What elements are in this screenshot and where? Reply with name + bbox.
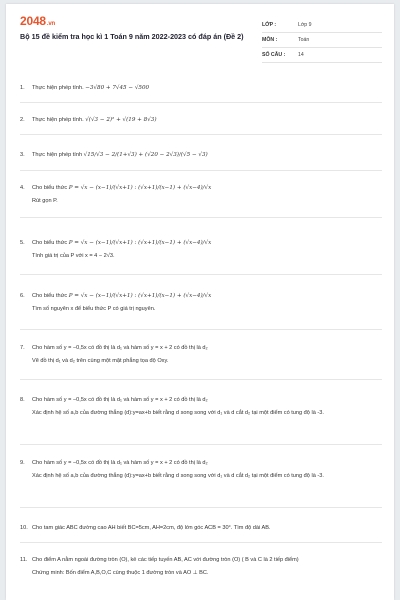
question-subtext: Tìm số nguyên x để biểu thức P có giá trị nguyên.	[32, 306, 156, 312]
document-header	[20, 14, 384, 64]
question-math: P = √x − (x−1)/(√x+1) : (√x+1)/(x−1) + (√x−4)/√x	[68, 293, 212, 299]
divider	[20, 507, 382, 508]
question-item	[20, 184, 382, 205]
question-text: Cho hàm số y = −0,5x có đồ thị là d₁ và hàm số y = x + 2 có đồ thị là d₂	[32, 345, 208, 351]
question-subtext: Xác định hệ số a,b của đường thẳng (d):y=ax+b biết rằng d song song với d₁ và d cắt d₂ tại một điểm có tung độ là -3.	[32, 410, 324, 416]
meta-key: SỐ CÂU :	[262, 52, 286, 58]
question-number: 9.	[20, 460, 25, 466]
question-number: 5.	[20, 240, 25, 246]
question-item	[20, 524, 382, 532]
divider	[20, 329, 382, 330]
question-item	[20, 151, 382, 159]
question-text: Cho hàm số y = −0,5x có đồ thị là d₁ và hàm số y = x + 2 có đồ thị là d₂	[32, 460, 208, 466]
question-item	[20, 84, 382, 92]
divider	[20, 542, 382, 543]
divider	[20, 274, 382, 275]
question-item	[20, 292, 382, 313]
question-number: 10.	[20, 525, 28, 531]
divider	[20, 444, 382, 445]
question-subtext: Tính giá trị của P với x = 4 − 2√3.	[32, 253, 115, 259]
question-number: 1.	[20, 85, 25, 91]
question-math: P = √x − (x−1)/(√x+1) : (√x+1)/(x−1) + (√x−4)/√x	[68, 185, 212, 191]
question-subtext: Vẽ đồ thị d₁ và d₂ trên cùng một mặt phẳng tọa độ Oxy.	[32, 358, 169, 364]
question-item	[20, 344, 382, 365]
question-text: Cho biểu thức	[32, 185, 68, 191]
question-text: Cho hàm số y = −0,5x có đồ thị là d₁ và hàm số y = x + 2 có đồ thị là d₂	[32, 397, 208, 403]
question-number: 3.	[20, 152, 25, 158]
question-math: √(√3 − 2)² + √(19 + 8√3)	[85, 117, 157, 123]
meta-row-subject	[262, 33, 382, 48]
logo-text: 2048	[20, 14, 46, 28]
question-item	[20, 556, 382, 577]
meta-value: Lớp 9	[298, 22, 312, 28]
question-math: −3√80 + 7√45 − √500	[85, 85, 150, 91]
question-item	[20, 396, 382, 417]
question-number: 2.	[20, 117, 25, 123]
question-item	[20, 116, 382, 124]
question-subtext: Rút gọn P.	[32, 198, 58, 204]
question-text: Thực hiện phép tính.	[32, 117, 84, 123]
question-number: 7.	[20, 345, 25, 351]
question-text: Thực hiện phép tính.	[32, 85, 84, 91]
question-text: Thực hiện phép tính	[32, 152, 83, 158]
question-text: Cho tam giác ABC đường cao AH biết BC=5cm, AH=2cm, độ lớn góc ACB = 30°. Tìm độ dài AB.	[32, 525, 271, 531]
question-text: Cho biểu thức	[32, 293, 68, 299]
divider	[20, 134, 382, 135]
meta-row-count	[262, 48, 382, 63]
meta-table	[262, 18, 382, 63]
divider	[20, 102, 382, 103]
meta-value: 14	[298, 52, 304, 58]
divider	[20, 170, 382, 171]
document-page	[6, 4, 394, 600]
question-math: P = √x − (x−1)/(√x+1) : (√x+1)/(x−1) + (√x−4)/√x	[68, 240, 212, 246]
meta-row-class	[262, 18, 382, 33]
question-number: 4.	[20, 185, 25, 191]
question-math: √15/√3 − 2/(1+√3) + (√20 − 2√3)/(√5 − √3)	[83, 152, 208, 158]
question-item	[20, 459, 382, 480]
logo-suffix: .vn	[46, 21, 55, 27]
question-text: Cho điểm A nằm ngoài đường tròn (O), kẻ các tiếp tuyến AB, AC với đường tròn (O) ( B và C là 2 tiếp điểm)	[32, 557, 299, 563]
meta-key: MÔN :	[262, 37, 278, 43]
divider	[20, 379, 382, 380]
divider	[20, 217, 382, 218]
meta-key: LỚP :	[262, 22, 277, 28]
question-text: Cho biểu thức	[32, 240, 68, 246]
document-title: Bộ 15 đề kiểm tra học kì 1 Toán 9 năm 2022-2023 có đáp án (Đề 2)	[20, 32, 244, 41]
question-subtext: Chứng minh: Bốn điểm A,B,O,C cùng thuộc 1 đường tròn và AO ⊥ BC.	[32, 570, 209, 576]
question-item	[20, 239, 382, 260]
question-number: 6.	[20, 293, 25, 299]
question-subtext: Xác định hệ số a,b của đường thẳng (d):y=ax+b biết rằng d song song với d₁ và d cắt d₂ tại một điểm có tung độ là -3.	[32, 473, 324, 479]
site-logo[interactable]	[20, 14, 55, 28]
question-number: 11.	[20, 557, 28, 563]
question-number: 8.	[20, 397, 25, 403]
meta-value: Toán	[298, 37, 310, 43]
